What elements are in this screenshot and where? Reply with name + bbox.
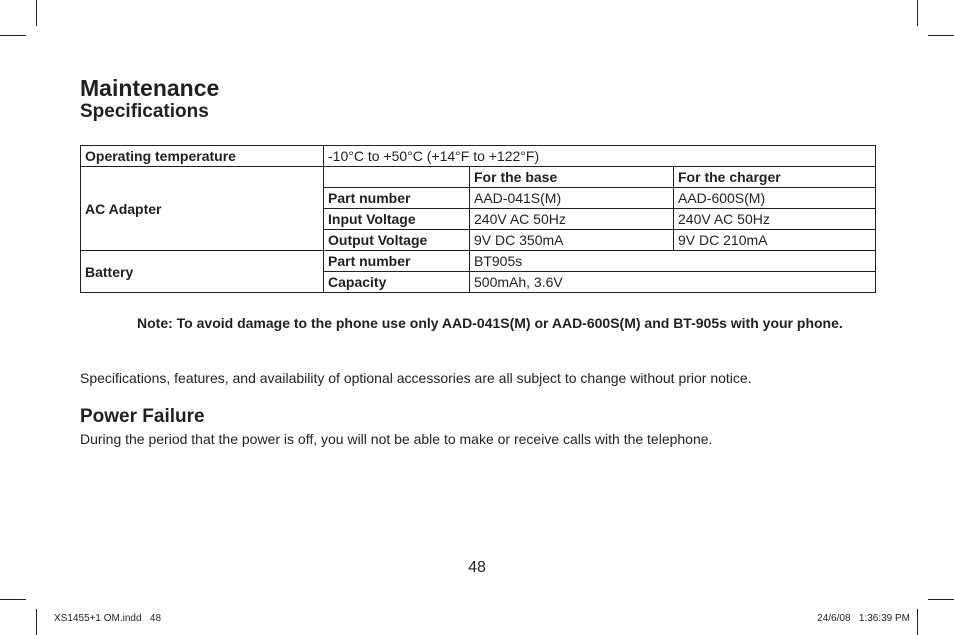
table-cell: AAD-041S(M) (470, 188, 674, 209)
table-cell: 9V DC 210mA (674, 230, 876, 251)
table-cell-label: Input Voltage (324, 209, 470, 230)
table-cell-label: Capacity (324, 272, 470, 293)
table-cell: BT905s (470, 251, 876, 272)
crop-mark (928, 35, 954, 36)
slug-timestamp: 24/6/08 1:36:39 PM (817, 613, 910, 624)
table-cell-label: Operating temperature (81, 146, 324, 167)
crop-mark (36, 0, 37, 26)
crop-mark (917, 609, 918, 635)
table-cell: AAD-600S(M) (674, 188, 876, 209)
crop-mark (36, 609, 37, 635)
power-failure-text: During the period that the power is off, you will not be able to make or receive calls with the telephone. (80, 431, 713, 447)
section-title-power-failure: Power Failure (80, 406, 205, 427)
table-row (81, 251, 876, 272)
table-cell: -10°C to +50°C (+14°F to +122°F) (324, 146, 876, 167)
table-cell-label: Output Voltage (324, 230, 470, 251)
table-cell-label: Part number (324, 188, 470, 209)
table-cell-label: Battery (81, 251, 324, 293)
crop-mark (0, 35, 26, 36)
crop-mark (928, 599, 954, 600)
table-cell-empty (324, 167, 470, 188)
section-title-specifications: Specifications (80, 101, 209, 122)
crop-mark (0, 599, 26, 600)
table-column-header: For the base (470, 167, 674, 188)
table-column-header: For the charger (674, 167, 876, 188)
table-cell-label: AC Adapter (81, 167, 324, 251)
table-cell-label: Part number (324, 251, 470, 272)
table-cell: 500mAh, 3.6V (470, 272, 876, 293)
table-cell: 9V DC 350mA (470, 230, 674, 251)
crop-mark (917, 0, 918, 26)
table-cell: 240V AC 50Hz (674, 209, 876, 230)
note-text: Note: To avoid damage to the phone use only AAD-041S(M) or AAD-600S(M) and BT-905s with your phone. (137, 315, 843, 331)
specifications-table (80, 145, 876, 293)
slug-filename: XS1455+1 OM.indd 48 (54, 613, 162, 624)
table-row (81, 167, 876, 188)
table-cell: 240V AC 50Hz (470, 209, 674, 230)
table-row (81, 146, 876, 167)
disclaimer-text: Specifications, features, and availability of optional accessories are all subject to change without prior notice. (80, 370, 752, 386)
page-number: 48 (468, 559, 486, 576)
page-title: Maintenance (80, 75, 220, 101)
